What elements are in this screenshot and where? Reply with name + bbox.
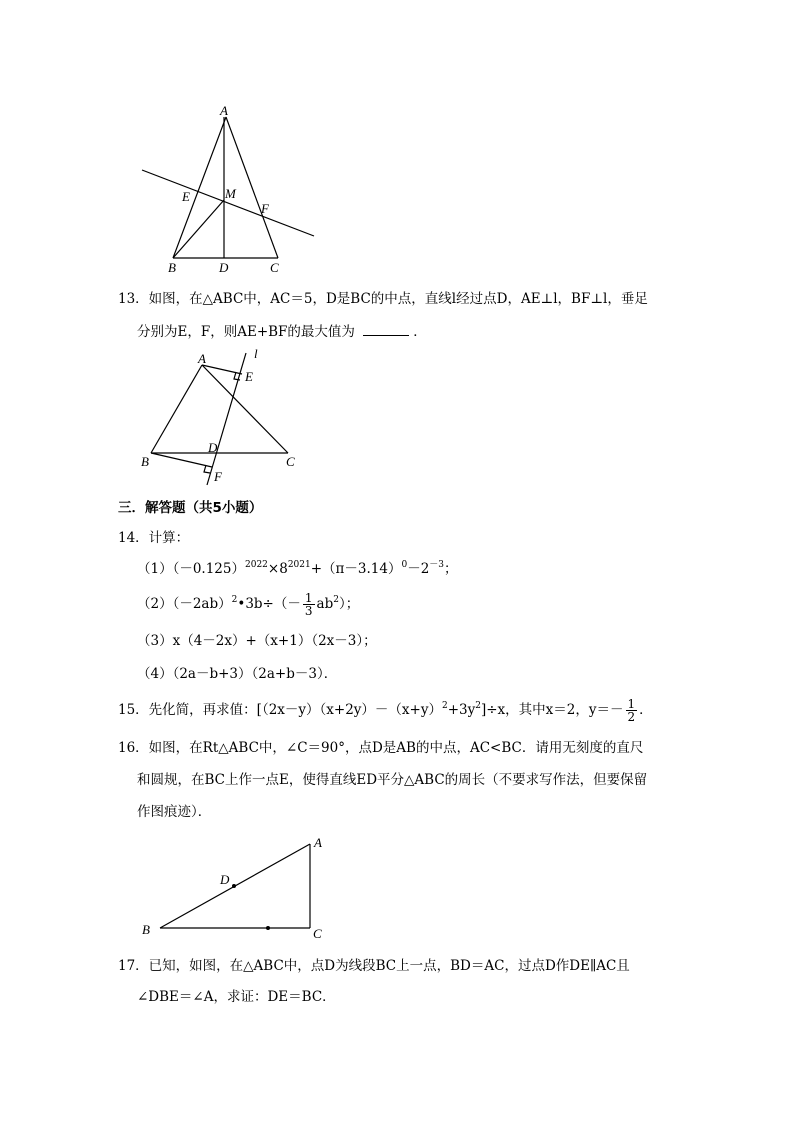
- q14-p2-d: ）；: [338, 596, 360, 612]
- line-l: [207, 353, 246, 485]
- figure-2-svg: [136, 345, 316, 490]
- label-b: B: [142, 922, 150, 937]
- label-l: l: [254, 346, 258, 361]
- label-c: C: [270, 260, 279, 275]
- q15-b: +3y: [447, 702, 476, 718]
- q14-p1-b: ×8: [267, 561, 288, 577]
- q14-part-1: [137, 559, 697, 579]
- figure-3-svg: [136, 830, 336, 940]
- q14-p1-exp2: 2021: [287, 560, 311, 570]
- point-d: [232, 884, 236, 888]
- q15-a: 15．先化简，再求值：[（2x－y）（x+2y）－（x+y）: [118, 702, 442, 718]
- q16-line-3: 作图痕迹）．: [137, 804, 212, 820]
- label-c: C: [286, 454, 295, 469]
- label-a: A: [314, 835, 322, 850]
- q15-line: [118, 698, 678, 723]
- q13-line-2-text: 分别为E，F，则AE+BF的最大值为: [137, 324, 355, 340]
- label-a: A: [220, 103, 228, 118]
- q14-p2-a: （2）（－2ab）: [137, 596, 232, 612]
- label-m: M: [225, 186, 236, 201]
- q14-p2-exp2: 2: [333, 595, 339, 605]
- q14-p2-exp: 2: [231, 595, 238, 605]
- q14-p1-e: ；: [444, 561, 458, 577]
- q15-exp1: 2: [441, 701, 448, 711]
- q15-d: ．: [639, 702, 653, 718]
- label-d: D: [220, 872, 230, 887]
- q14-part-2: [137, 592, 697, 617]
- q14-p1-d: －2: [407, 561, 430, 577]
- segment-bf: [151, 453, 212, 467]
- q14-p1-exp1: 2022: [245, 560, 268, 570]
- segment-bm: [173, 200, 224, 258]
- side-ab: [151, 365, 202, 453]
- q16-line-1: 16．如图，在Rt△ABC中，∠C＝90°，点D是AB的中点，AC<BC．请用无刻度的直尺: [118, 740, 644, 756]
- answer-blank: [363, 321, 409, 336]
- fraction-one-third: [303, 592, 315, 617]
- label-d: D: [208, 440, 218, 455]
- fraction-numerator: 1: [627, 697, 636, 711]
- fraction-denominator: 2: [627, 710, 636, 724]
- q17-line-2: ∠DBE＝∠A，求证：DE＝BC．: [137, 989, 336, 1005]
- line-ef: [142, 170, 314, 236]
- fraction-denominator: 3: [304, 604, 313, 618]
- q14-p2-b: •3b÷（－: [237, 596, 301, 612]
- label-a: A: [198, 351, 206, 366]
- q13-line-1: 13．如图，在△ABC中，AC＝5，D是BC的中点，直线l经过点D，AE⊥l，BF⊥l，垂足: [118, 291, 648, 307]
- figure-right-triangle: [136, 830, 336, 940]
- label-b: B: [141, 454, 149, 469]
- label-f: F: [214, 469, 222, 484]
- q16-line-2: 和圆规，在BC上作一点E，使得直线ED平分△ABC的周长（不要求写作法，但要保留: [137, 772, 648, 788]
- figure-1-svg: [130, 100, 330, 280]
- label-e: E: [182, 189, 190, 204]
- q14-p1-c: +（π－3.14）: [310, 561, 402, 577]
- q13-line-2: [137, 321, 697, 342]
- fraction-numerator: 1: [304, 591, 313, 605]
- point-on-bc: [266, 926, 270, 930]
- figure-triangle-abc-2: [136, 345, 316, 490]
- label-f: F: [261, 201, 269, 216]
- q14-part-3: （3）x（4－2x）+（x+1）（2x－3）；: [137, 633, 377, 649]
- q14-p1-a: （1）（－0.125）: [137, 561, 245, 577]
- side-ab: [173, 117, 226, 258]
- fraction-one-half: [626, 698, 638, 723]
- q14-p1-exp3: 0: [401, 560, 408, 570]
- label-d: D: [219, 260, 229, 275]
- q14-part-4: （4）（2a－b+3）（2a+b－3）．: [137, 666, 338, 682]
- q14-title: 14．计算：: [118, 530, 190, 546]
- q13-line-2-end: ．: [413, 324, 427, 340]
- figure-triangle-abc-1: [130, 100, 330, 280]
- q14-p1-exp4: －3: [429, 560, 445, 570]
- q14-p2-c: ab: [316, 596, 334, 612]
- label-b: B: [168, 260, 176, 275]
- q17-line-1: 17．已知，如图，在△ABC中，点D为线段BC上一点，BD＝AC，过点D作DE∥AC且: [118, 958, 630, 974]
- q15-c: ]÷x，其中x＝2，y＝－: [480, 702, 624, 718]
- q15-exp2: 2: [475, 701, 481, 711]
- label-c: C: [313, 926, 322, 940]
- section-3-title: 三．解答题（共5小题）: [118, 500, 263, 516]
- label-e: E: [245, 369, 253, 384]
